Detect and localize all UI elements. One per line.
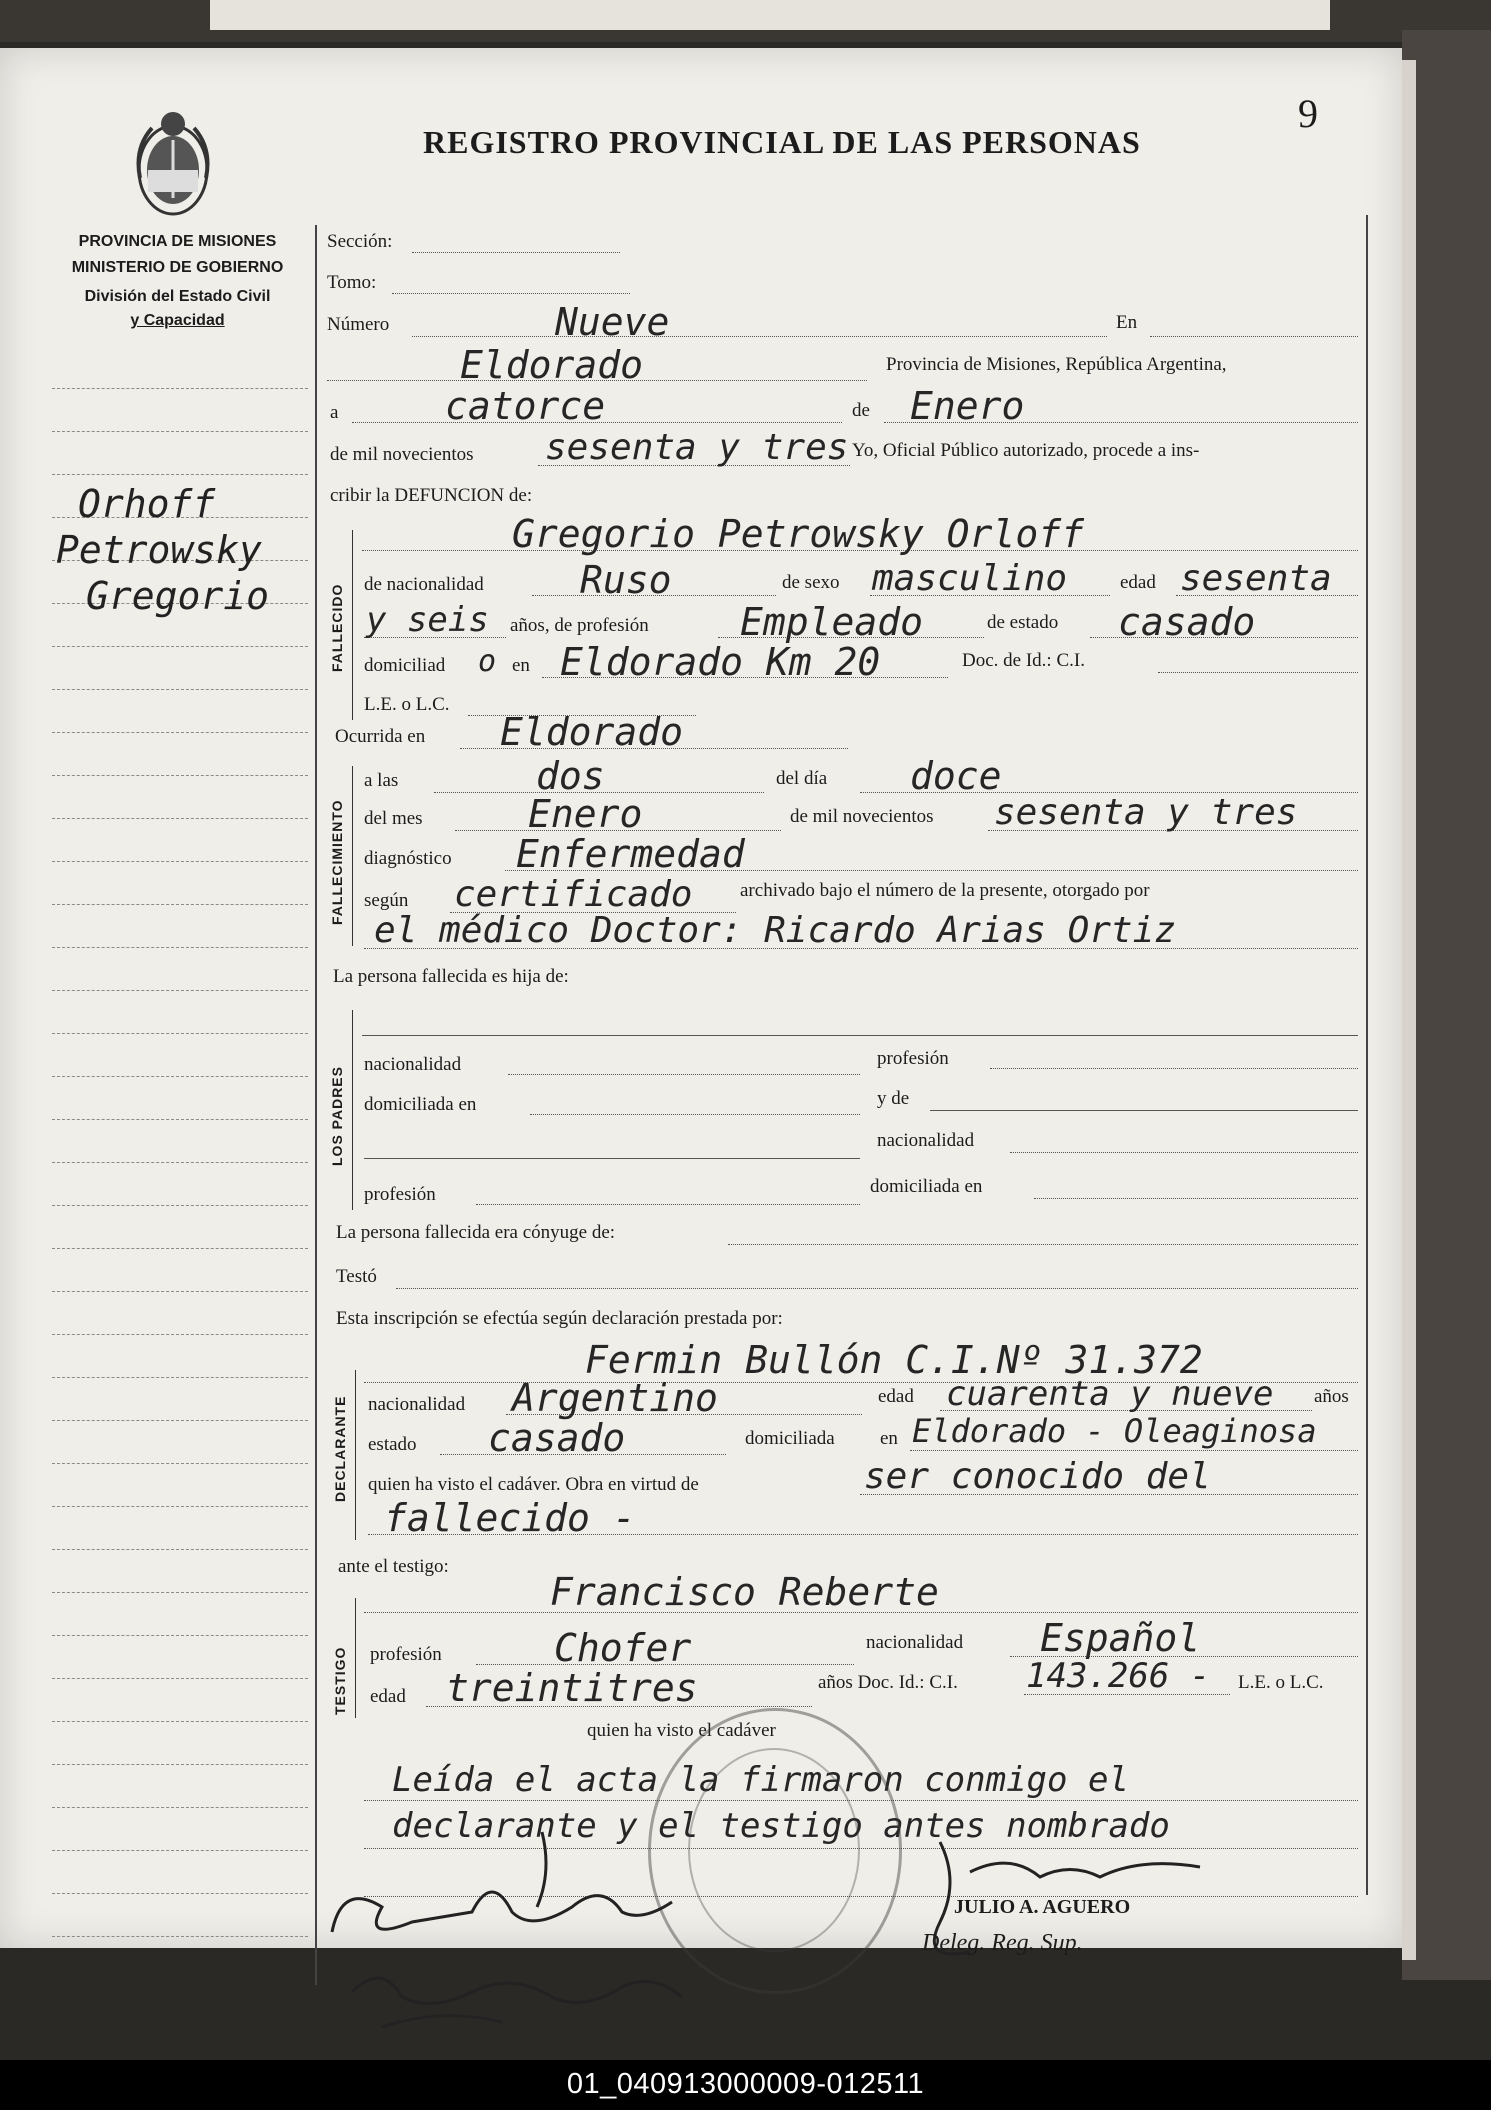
label-domiciliado: domiciliad <box>364 655 446 676</box>
label-de-estado: de estado <box>987 612 1059 633</box>
label-profesion-padre: profesión <box>877 1048 949 1069</box>
hw-estado: casado <box>1118 600 1256 644</box>
label-anos-doc: años Doc. Id.: C.I. <box>818 1672 958 1693</box>
hw-decl-nac: Argentino <box>512 1376 718 1420</box>
hw-hora: dos <box>536 754 605 798</box>
margin-rule <box>52 947 308 948</box>
field-testo <box>396 1288 1358 1289</box>
label-y-de: y de <box>877 1088 910 1109</box>
label-edad-testigo: edad <box>370 1686 406 1707</box>
margin-rule <box>52 1764 308 1765</box>
label-nacionalidad-madre: nacionalidad <box>877 1130 975 1151</box>
margin-name-surname: Orhoff <box>78 482 216 526</box>
hw-medico: el médico Doctor: Ricardo Arias Ortiz <box>374 910 1176 951</box>
hw-mes: Enero <box>910 384 1025 428</box>
label-le-lc-testigo: L.E. o L.C. <box>1238 1672 1324 1693</box>
hw-anio-f: sesenta y tres <box>994 792 1298 833</box>
officer-title: Deleg. Reg. Sup. <box>922 1930 1083 1956</box>
label-de: de <box>852 400 870 421</box>
hw-leida1: Leída el acta la firmaron conmigo el <box>392 1760 1129 1800</box>
margin-rule <box>52 431 308 432</box>
bracket-testigo <box>355 1598 356 1718</box>
hw-lugar: Eldorado <box>460 343 644 387</box>
margin-rule <box>52 1162 308 1163</box>
main-column-line <box>315 225 317 1985</box>
hw-diagnostico: Enfermedad <box>516 832 745 876</box>
margin-rule <box>52 1549 308 1550</box>
hw-decl-edad: cuarenta y nueve <box>946 1374 1274 1414</box>
margin-rule <box>52 1334 308 1335</box>
page-stack-strip <box>1402 60 1416 1960</box>
margin-rule <box>52 1033 308 1034</box>
margin-rule <box>52 1076 308 1077</box>
label-diagnostico: diagnóstico <box>364 848 452 869</box>
label-nacionalidad-padre: nacionalidad <box>364 1054 462 1075</box>
label-quien-ha-visto: quien ha visto el cadáver. Obra en virtud de <box>368 1474 699 1495</box>
hw-test-nac: Español <box>1040 1616 1201 1660</box>
margin-rule <box>52 775 308 776</box>
field-padre-extra <box>364 1158 860 1159</box>
margin-rule <box>52 646 308 647</box>
margin-rule <box>52 990 308 991</box>
field-doc-id <box>1158 672 1358 673</box>
margin-rule <box>52 1678 308 1679</box>
previous-page-edge <box>210 0 1330 30</box>
scan-top-band <box>0 0 1491 42</box>
field-profesion-padre2 <box>476 1204 860 1205</box>
bracket-declarante <box>355 1370 356 1540</box>
label-de-sexo: de sexo <box>782 572 840 593</box>
label-quien-visto2: quien ha visto el cadáver <box>587 1720 776 1741</box>
margin-rule <box>52 1248 308 1249</box>
margin-rule <box>52 1377 308 1378</box>
field-madre <box>930 1110 1358 1111</box>
label-doc-id: Doc. de Id.: C.I. <box>962 650 1085 671</box>
field-numero <box>412 336 1107 337</box>
margin-rule <box>52 861 308 862</box>
vlabel-testigo: TESTIGO <box>332 1646 348 1715</box>
label-cribir: cribir la DEFUNCION de: <box>330 485 533 506</box>
field-conyuge <box>728 1244 1358 1245</box>
hw-decl-dom: Eldorado - Oleaginosa <box>912 1412 1317 1450</box>
vlabel-fallecimiento: FALLECIMIENTO <box>329 799 345 925</box>
margin-rule <box>52 1506 308 1507</box>
org-line-ministry: MINISTERIO DE GOBIERNO <box>71 259 284 276</box>
margin-rule <box>52 1936 308 1937</box>
hw-anio: sesenta y tres <box>545 427 849 468</box>
label-archivado: archivado bajo el número de la presente, otorgado por <box>740 880 1150 901</box>
label-conyuge: La persona fallecida era cónyuge de: <box>336 1222 616 1243</box>
footer-caption: 01_040913000009-012511 <box>566 2068 925 2100</box>
hw-test-edad: treintitres <box>446 1666 698 1710</box>
label-estado-decl: estado <box>368 1434 417 1455</box>
label-de-mil2: de mil novecientos <box>790 806 934 827</box>
label-domiciliada-padre: domiciliada en <box>364 1094 477 1115</box>
scan-right-edge <box>1402 30 1491 1980</box>
hw-dia: catorce <box>445 384 606 428</box>
label-provincia: Provincia de Misiones, República Argentina, <box>886 354 1227 375</box>
label-domiciliada-decl: domiciliada <box>745 1428 835 1449</box>
hw-decl-virtud2: fallecido - <box>384 1496 636 1540</box>
hw-sexo: masculino <box>872 558 1068 599</box>
label-yo-oficial: Yo, Oficial Público autorizado, procede a ins- <box>852 440 1200 461</box>
hw-segun: certificado <box>454 874 693 915</box>
bracket-fallecido <box>352 530 353 720</box>
scan-footer <box>0 2060 1491 2110</box>
field-seccion <box>412 252 620 253</box>
label-en: En <box>1116 312 1138 333</box>
label-profesion-testigo: profesión <box>370 1644 442 1665</box>
label-anos-profesion: años, de profesión <box>510 615 649 636</box>
field-profesion-padre <box>990 1068 1358 1069</box>
right-border-line <box>1366 215 1368 1895</box>
label-ocurrida-en: Ocurrida en <box>335 726 426 747</box>
label-a: a <box>330 402 339 423</box>
margin-rule <box>52 388 308 389</box>
label-numero: Número <box>327 314 390 335</box>
vlabel-los-padres: LOS PADRES <box>329 1066 345 1166</box>
label-anos-decl: años <box>1314 1386 1349 1407</box>
label-inscripcion: Esta inscripción se efectúa según declaración prestada por: <box>336 1308 783 1329</box>
margin-rule <box>52 1119 308 1120</box>
label-hija-de: La persona fallecida es hija de: <box>333 966 569 987</box>
label-del-dia: del día <box>776 768 828 789</box>
margin-rule <box>52 1463 308 1464</box>
field-domicilio-decl <box>910 1450 1358 1451</box>
officer-name: JULIO A. AGUERO <box>954 1896 1131 1918</box>
label-a-las: a las <box>364 770 399 791</box>
vlabel-fallecido: FALLECIDO <box>329 583 345 672</box>
margin-name-first: Gregorio <box>86 574 270 618</box>
field-en <box>1150 336 1358 337</box>
label-testo: Testó <box>336 1266 377 1287</box>
label-nacionalidad-decl: nacionalidad <box>368 1394 466 1415</box>
margin-rule <box>52 1807 308 1808</box>
margin-name-second: Petrowsky <box>56 528 262 572</box>
field-nacionalidad-madre <box>1010 1152 1358 1153</box>
margin-rule <box>52 1850 308 1851</box>
hw-leida2: declarante y el testigo antes nombrado <box>392 1806 1170 1846</box>
coat-of-arms-icon <box>132 108 214 220</box>
margin-rule <box>52 1592 308 1593</box>
org-line-province: PROVINCIA DE MISIONES <box>78 233 277 250</box>
label-seccion: Sección: <box>327 231 393 252</box>
field-domicilio-padre <box>530 1114 860 1115</box>
field-nacionalidad-padre <box>508 1074 860 1075</box>
label-en-decl: en <box>880 1428 898 1449</box>
label-en2: en <box>512 655 530 676</box>
hw-testigo: Francisco Reberte <box>550 1570 939 1614</box>
label-nacionalidad-testigo: nacionalidad <box>866 1632 964 1653</box>
hw-test-prof: Chofer <box>554 1626 692 1670</box>
margin-rule <box>52 1291 308 1292</box>
margin-rule <box>52 1721 308 1722</box>
label-segun: según <box>364 890 409 911</box>
margin-rule <box>52 1205 308 1206</box>
margin-rule <box>52 474 308 475</box>
field-padre <box>362 1035 1358 1036</box>
hw-mes-f: Enero <box>528 792 643 836</box>
label-edad-decl: edad <box>878 1386 914 1407</box>
label-de-mil: de mil novecientos <box>330 444 474 465</box>
margin-rule <box>52 818 308 819</box>
hw-profesion: Empleado <box>740 600 924 644</box>
hw-decl-estado: casado <box>488 1416 626 1460</box>
margin-rule <box>52 1893 308 1894</box>
hw-test-ci: 143.266 - <box>1026 1656 1211 1696</box>
org-line-division: División del Estado Civil <box>84 288 271 305</box>
margin-rule <box>52 1420 308 1421</box>
label-domiciliada-madre: domiciliada en <box>870 1176 983 1197</box>
label-de-nacionalidad: de nacionalidad <box>364 574 484 595</box>
hw-dia-f: doce <box>910 754 1002 798</box>
hw-domicilio: Eldorado Km 20 <box>560 640 881 684</box>
margin-rule <box>52 1635 308 1636</box>
label-le-lc: L.E. o L.C. <box>364 694 450 715</box>
hw-declarante: Fermin Bullón C.I.Nº 31.372 <box>585 1338 1203 1382</box>
label-edad: edad <box>1120 572 1156 593</box>
signature-declarante-icon <box>322 1812 722 2042</box>
label-del-mes: del mes <box>364 808 423 829</box>
bracket-fallecimiento <box>352 766 353 946</box>
hw-decl-virtud: ser conocido del <box>864 1456 1211 1497</box>
hw-edad2: y seis <box>366 600 489 640</box>
hw-numero: Nueve <box>555 300 670 344</box>
margin-rule <box>52 689 308 690</box>
hw-o: o <box>478 644 497 679</box>
page-title: REGISTRO PROVINCIAL DE LAS PERSONAS <box>423 124 1141 160</box>
label-ante-testigo: ante el testigo: <box>338 1556 449 1577</box>
margin-rule <box>52 732 308 733</box>
hw-edad1: sesenta <box>1180 558 1332 599</box>
field-domicilio-madre <box>1034 1198 1358 1199</box>
label-profesion-padre2: profesión <box>364 1184 436 1205</box>
hw-fallecido-nombre: Gregorio Petrowsky Orloff <box>512 512 1084 556</box>
vlabel-declarante: DECLARANTE <box>332 1395 348 1502</box>
page-number: 9 <box>1298 91 1318 136</box>
field-tomo <box>392 293 630 294</box>
hw-ocurrida: Eldorado <box>500 710 684 754</box>
margin-rule <box>52 904 308 905</box>
label-tomo: Tomo: <box>327 272 377 293</box>
org-line-capacity: y Capacidad <box>130 312 225 329</box>
bracket-padres <box>352 1010 353 1210</box>
hw-nacionalidad: Ruso <box>580 558 672 602</box>
